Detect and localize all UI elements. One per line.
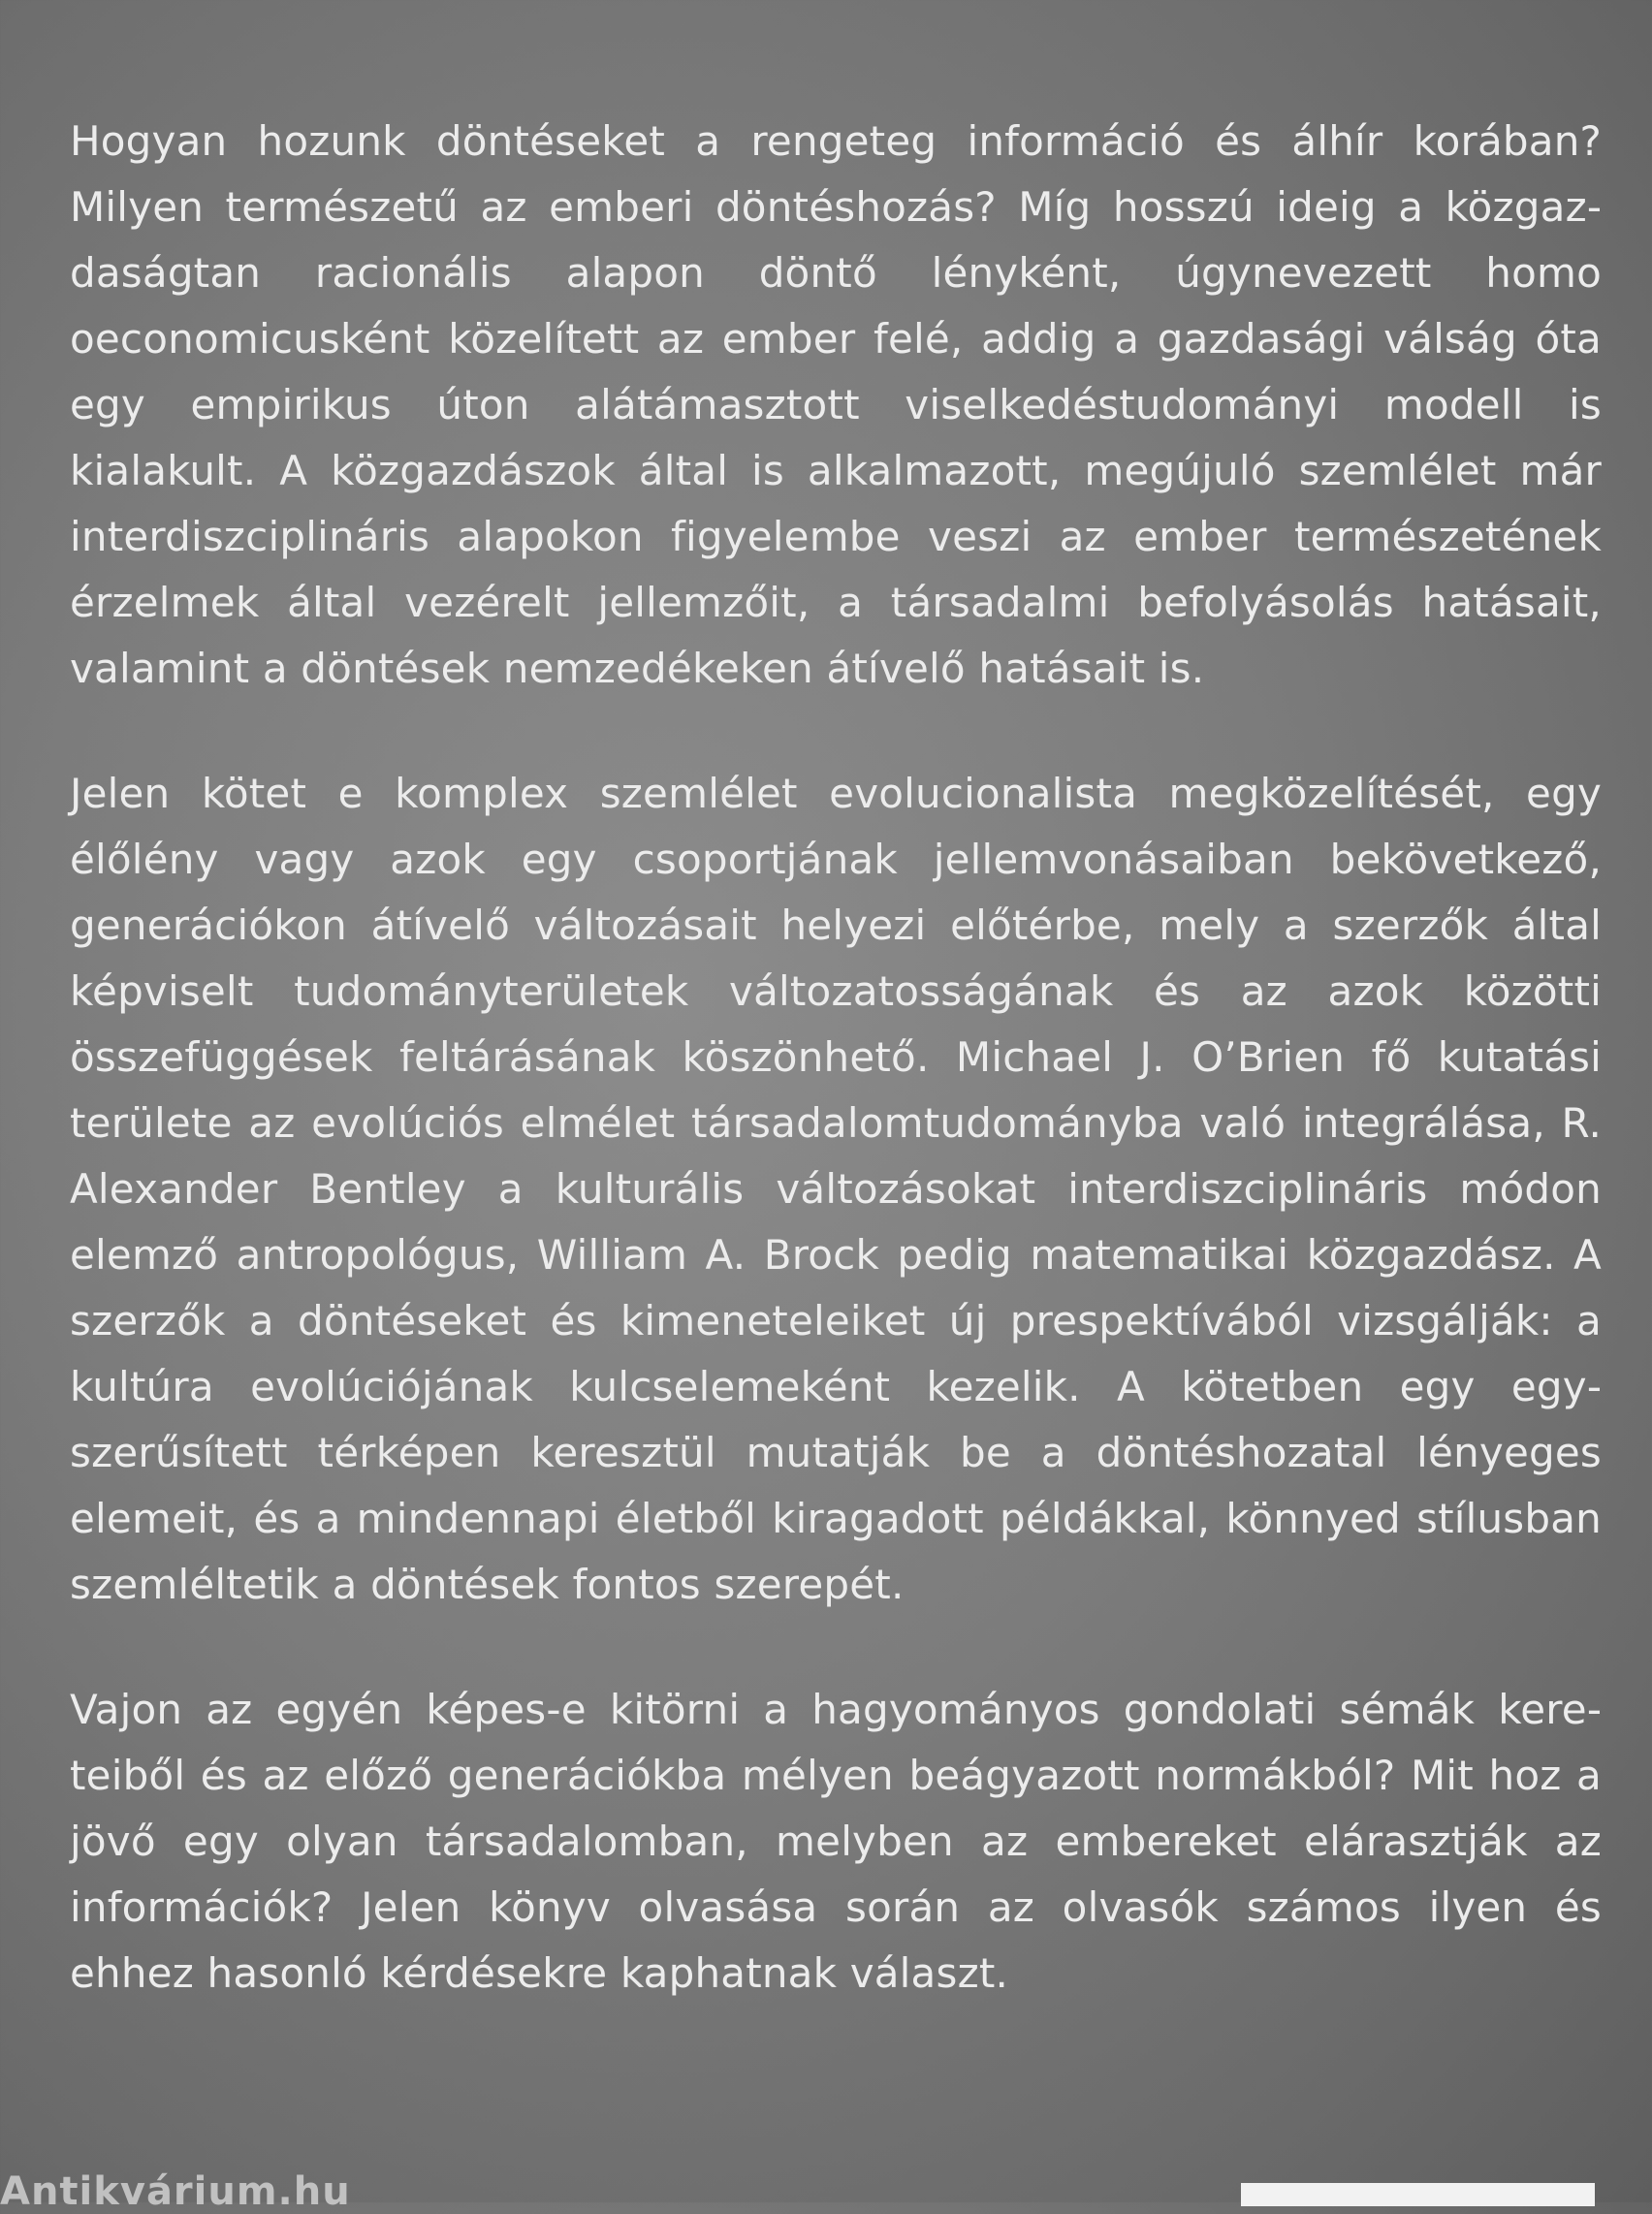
barcode-label (1241, 2183, 1595, 2206)
blurb-paragraph-2: Jelen kötet e komplex szemlélet evolucionalista megközelítését, egy élőlény vagy azok egy csoportjának jellemvonásaiban bekövetkező, generációkon átívelő változásait helyezi előtérbe, mely a szerzők által képviselt tudományterületek változatosságának és az azok közötti összefüggések feltárásának köszönhető. Michael J. O’Brien fő kutatási területe az evolúciós elmélet társadalomtudományba való integrálása, R. Alexander Bentley a kulturális változásokat interdiszciplináris módon elemző antropológus, William A. Brock pedig matematikai közgazdász. A szerzők a döntéseket és kimeneteleiket új prespektívából vizsgálják: a kultúra evolúciójának kulcselemeként kezelik. A kötetben egy egyszerűsített térképen keresztül mutatják be a döntéshozatal lényeges elemeit, és a mindennapi életből kiragadott példákkal, könnyed stílusban szemléltetik a döntések fontos szerepét. (70, 770, 1602, 1608)
blurb-paragraph-3: Vajon az egyén képes-e kitörni a hagyományos gondolati sémák kereteiből és az előző generációkba mélyen beágyazott normákból? Mit hoz a jövő egy olyan társadalomban, melyben az embereket elárasztják az információk? Jelen könyv olvasása során az olvasók számos ilyen és ehhez hasonló kérdésekre kaphatnak választ. (70, 1686, 1602, 1997)
blurb-paragraph-1: Hogyan hozunk döntéseket a rengeteg információ és álhír korában? Milyen természetű az emberi döntéshozás? Míg hosszú ideig a közgazdaságtan racionális alapon döntő lényként, úgynevezett homo oeconomicusként közelített az ember felé, addig a gazdasági válság óta egy empirikus úton alátámasztott viselkedéstudományi modell is kialakult. A közgazdászok által is alkalmazott, megújuló szemlélet már interdiszciplináris alapokon figyelembe veszi az ember természetének érzelmek által vezérelt jellemzőit, a társadalmi befolyásolás hatásait, valamint a döntések nemzedékeken átívelő hatásait is. (70, 117, 1602, 692)
watermark-logo: Antikvárium.hu (0, 2169, 351, 2214)
